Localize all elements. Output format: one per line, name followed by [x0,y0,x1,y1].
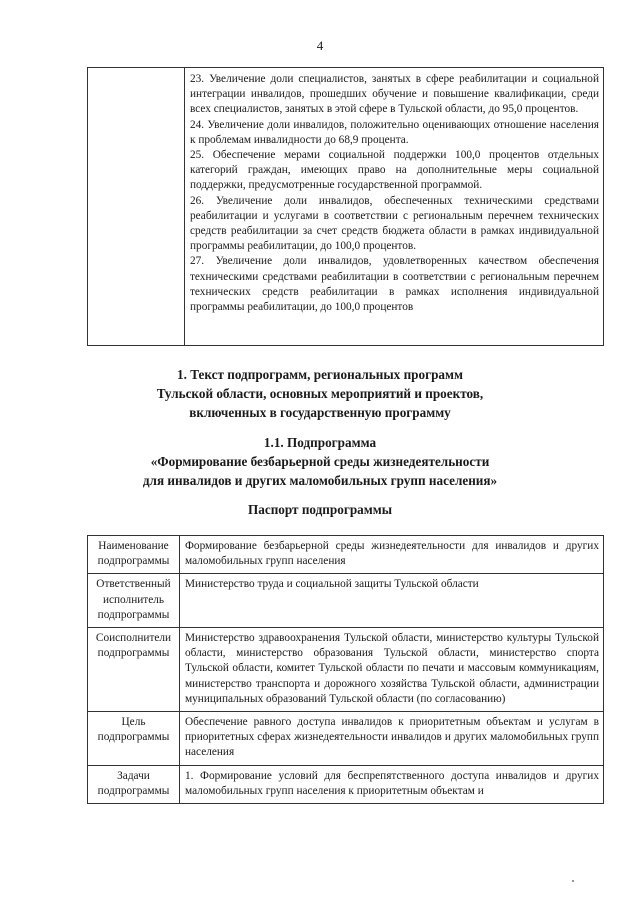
passport-value: Обеспечение равного доступа инвалидов к приоритетным объектам и услугам в приоритетных сферах жизнедеятельности инвалидов и других маломобильных групп населения [180,712,604,766]
passport-value: Министерство здравоохранения Тульской области, министерство культуры Тульской области, министерство образования Тульской области, министерство спорта Тульской области, комитет Тульской области по печати и массовым коммуникациям, министерство транспорта и дорожного хозяйства Тульской области, администрации муниципальных образований Тульской области (по согласованию) [180,628,604,712]
indicator-item-25: 25. Обеспечение мерами социальной поддержки 100,0 процентов отдельных категорий граждан, имеющих право на дополнительные меры социальной поддержки, предусмотренные государственной программой. [190,149,599,192]
passport-label: Соисполнители подпрограммы [88,628,180,712]
passport-label: Цель подпрограммы [88,712,180,766]
passport-table [87,535,604,804]
page-number: 4 [316,38,324,53]
passport-value: 1. Формирование условий для беспрепятственного доступа инвалидов и других маломобильных групп населения к приоритетным объектам и [180,765,604,803]
subprogram-heading-line: для инвалидов и других маломобильных групп населения» [142,473,498,488]
passport-title: Паспорт подпрограммы [247,502,393,517]
table-row [88,765,604,803]
subprogram-heading-line: «Формирование безбарьерной среды жизнедеятельности [150,454,490,469]
scan-speck [572,880,574,882]
table-row [88,536,604,574]
indicator-item-23: 23. Увеличение доли специалистов, занятых в сфере реабилитации и социальной интеграции инвалидов, прошедших обучение и повышение квалификации, среди всех специалистов, занятых в этой сфере в Тульской области, до 95,0 процентов. [190,73,599,116]
passport-label: Задачи подпрограммы [88,765,180,803]
section-heading-line: 1. Текст подпрограмм, региональных программ [177,367,463,382]
subprogram-heading-line: 1.1. Подпрограмма [263,435,377,450]
indicator-item-26: 26. Увеличение доли инвалидов, обеспеченных техническими средствами реабилитации и услугами в соответствии с региональным перечнем технических средств реабилитации за счет средств бюджета области в рамках индивидуальной программы реабилитации, до 100,0 процентов. [190,194,599,253]
table-row [88,574,604,628]
table-row [88,712,604,766]
section-heading-line: Тульской области, основных мероприятий и проектов, [156,386,484,401]
passport-label: Наименование подпрограммы [88,536,180,574]
passport-value: Министерство труда и социальной защиты Тульской области [180,574,604,628]
table-row [88,628,604,712]
section-heading-line: включенных в государственную программу [189,405,451,420]
indicator-item-24: 24. Увеличение доли инвалидов, положительно оценивающих отношение населения к проблемам инвалидности до 68,9 процента. [190,118,599,146]
indicator-item-27: 27. Увеличение доли инвалидов, удовлетворенных качеством обеспечения техническими средствами реабилитации в соответствии с региональным перечнем технических средств реабилитации в рамках исполнения индивидуальной программы реабилитации, до 100,0 процентов [190,255,599,314]
passport-value: Формирование безбарьерной среды жизнедеятельности для инвалидов и других маломобильных групп населения [180,536,604,574]
passport-label: Ответственный исполнитель подпрограммы [88,574,180,628]
